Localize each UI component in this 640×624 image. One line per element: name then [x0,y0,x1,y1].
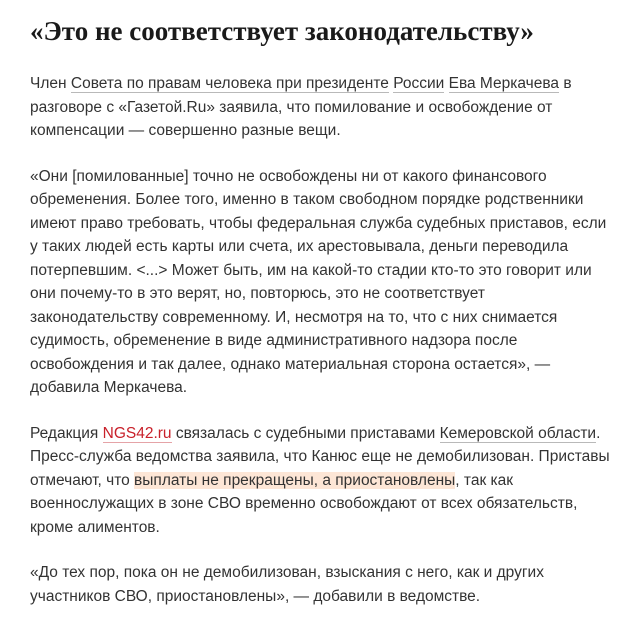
link-kemerovo-region[interactable]: Кемеровской области [439,424,597,442]
paragraph-1 [30,72,610,143]
link-ngs42[interactable]: NGS42.ru [102,424,172,442]
p3-text-2: связалась с судебными приставами [171,424,440,442]
p1-text-4: в разговоре с «Газетой.Ru» заявила, что помилование и освобождение от компенсации — совершенно разные вещи. [30,75,572,139]
p3-text-1: Редакция [30,424,103,442]
article [0,14,640,608]
p3-text-3: . Пресс-служба ведомства заявила, что Канюс еще не демобилизован. Приставы отмечают, что [30,424,610,489]
link-russia[interactable]: России [393,75,445,92]
paragraph-3 [30,422,610,540]
highlighted-text: выплаты не прекращены, а приостановлены [134,471,456,489]
link-eva-merkacheva[interactable]: Ева Меркачева [448,75,560,92]
paragraph-2-quote: «Они [помилованные] точно не освобождены ни от какого финансового обременения. Более того, именно в таком свободном порядке родственники имеют право требовать, чтобы федеральная служба судебных приставов, если у таких людей есть карты или счета, их арестовывала, деньги переводила потерпевшим. <...> Может быть, им на какой-то стадии кто-то это говорит или они почему-то в это верят, но, повторюсь, это не соответствует законодательству современному. И, несмотря на то, что с них снимается судимость, обременение в виде административного надзора после освобождения и так далее, однако материальная сторона остается», — добавила Меркачева. [30,167,607,396]
p1-text-1: Член [30,75,71,92]
paragraph-4-quote: «До тех пор, пока он не демобилизован, взыскания с него, как и других участников СВО, приостановлены», — добавили в ведомстве. [30,564,544,605]
p1-text-3 [444,75,448,92]
link-human-rights-council[interactable]: Совета по правам человека при президенте [70,75,389,92]
article-heading: «Это не соответствует законодательству» [30,16,534,46]
p3-text-4: , так как военнослужащих в зоне СВО временно освобождают от всех обязательств, кроме алиментов. [30,471,578,536]
